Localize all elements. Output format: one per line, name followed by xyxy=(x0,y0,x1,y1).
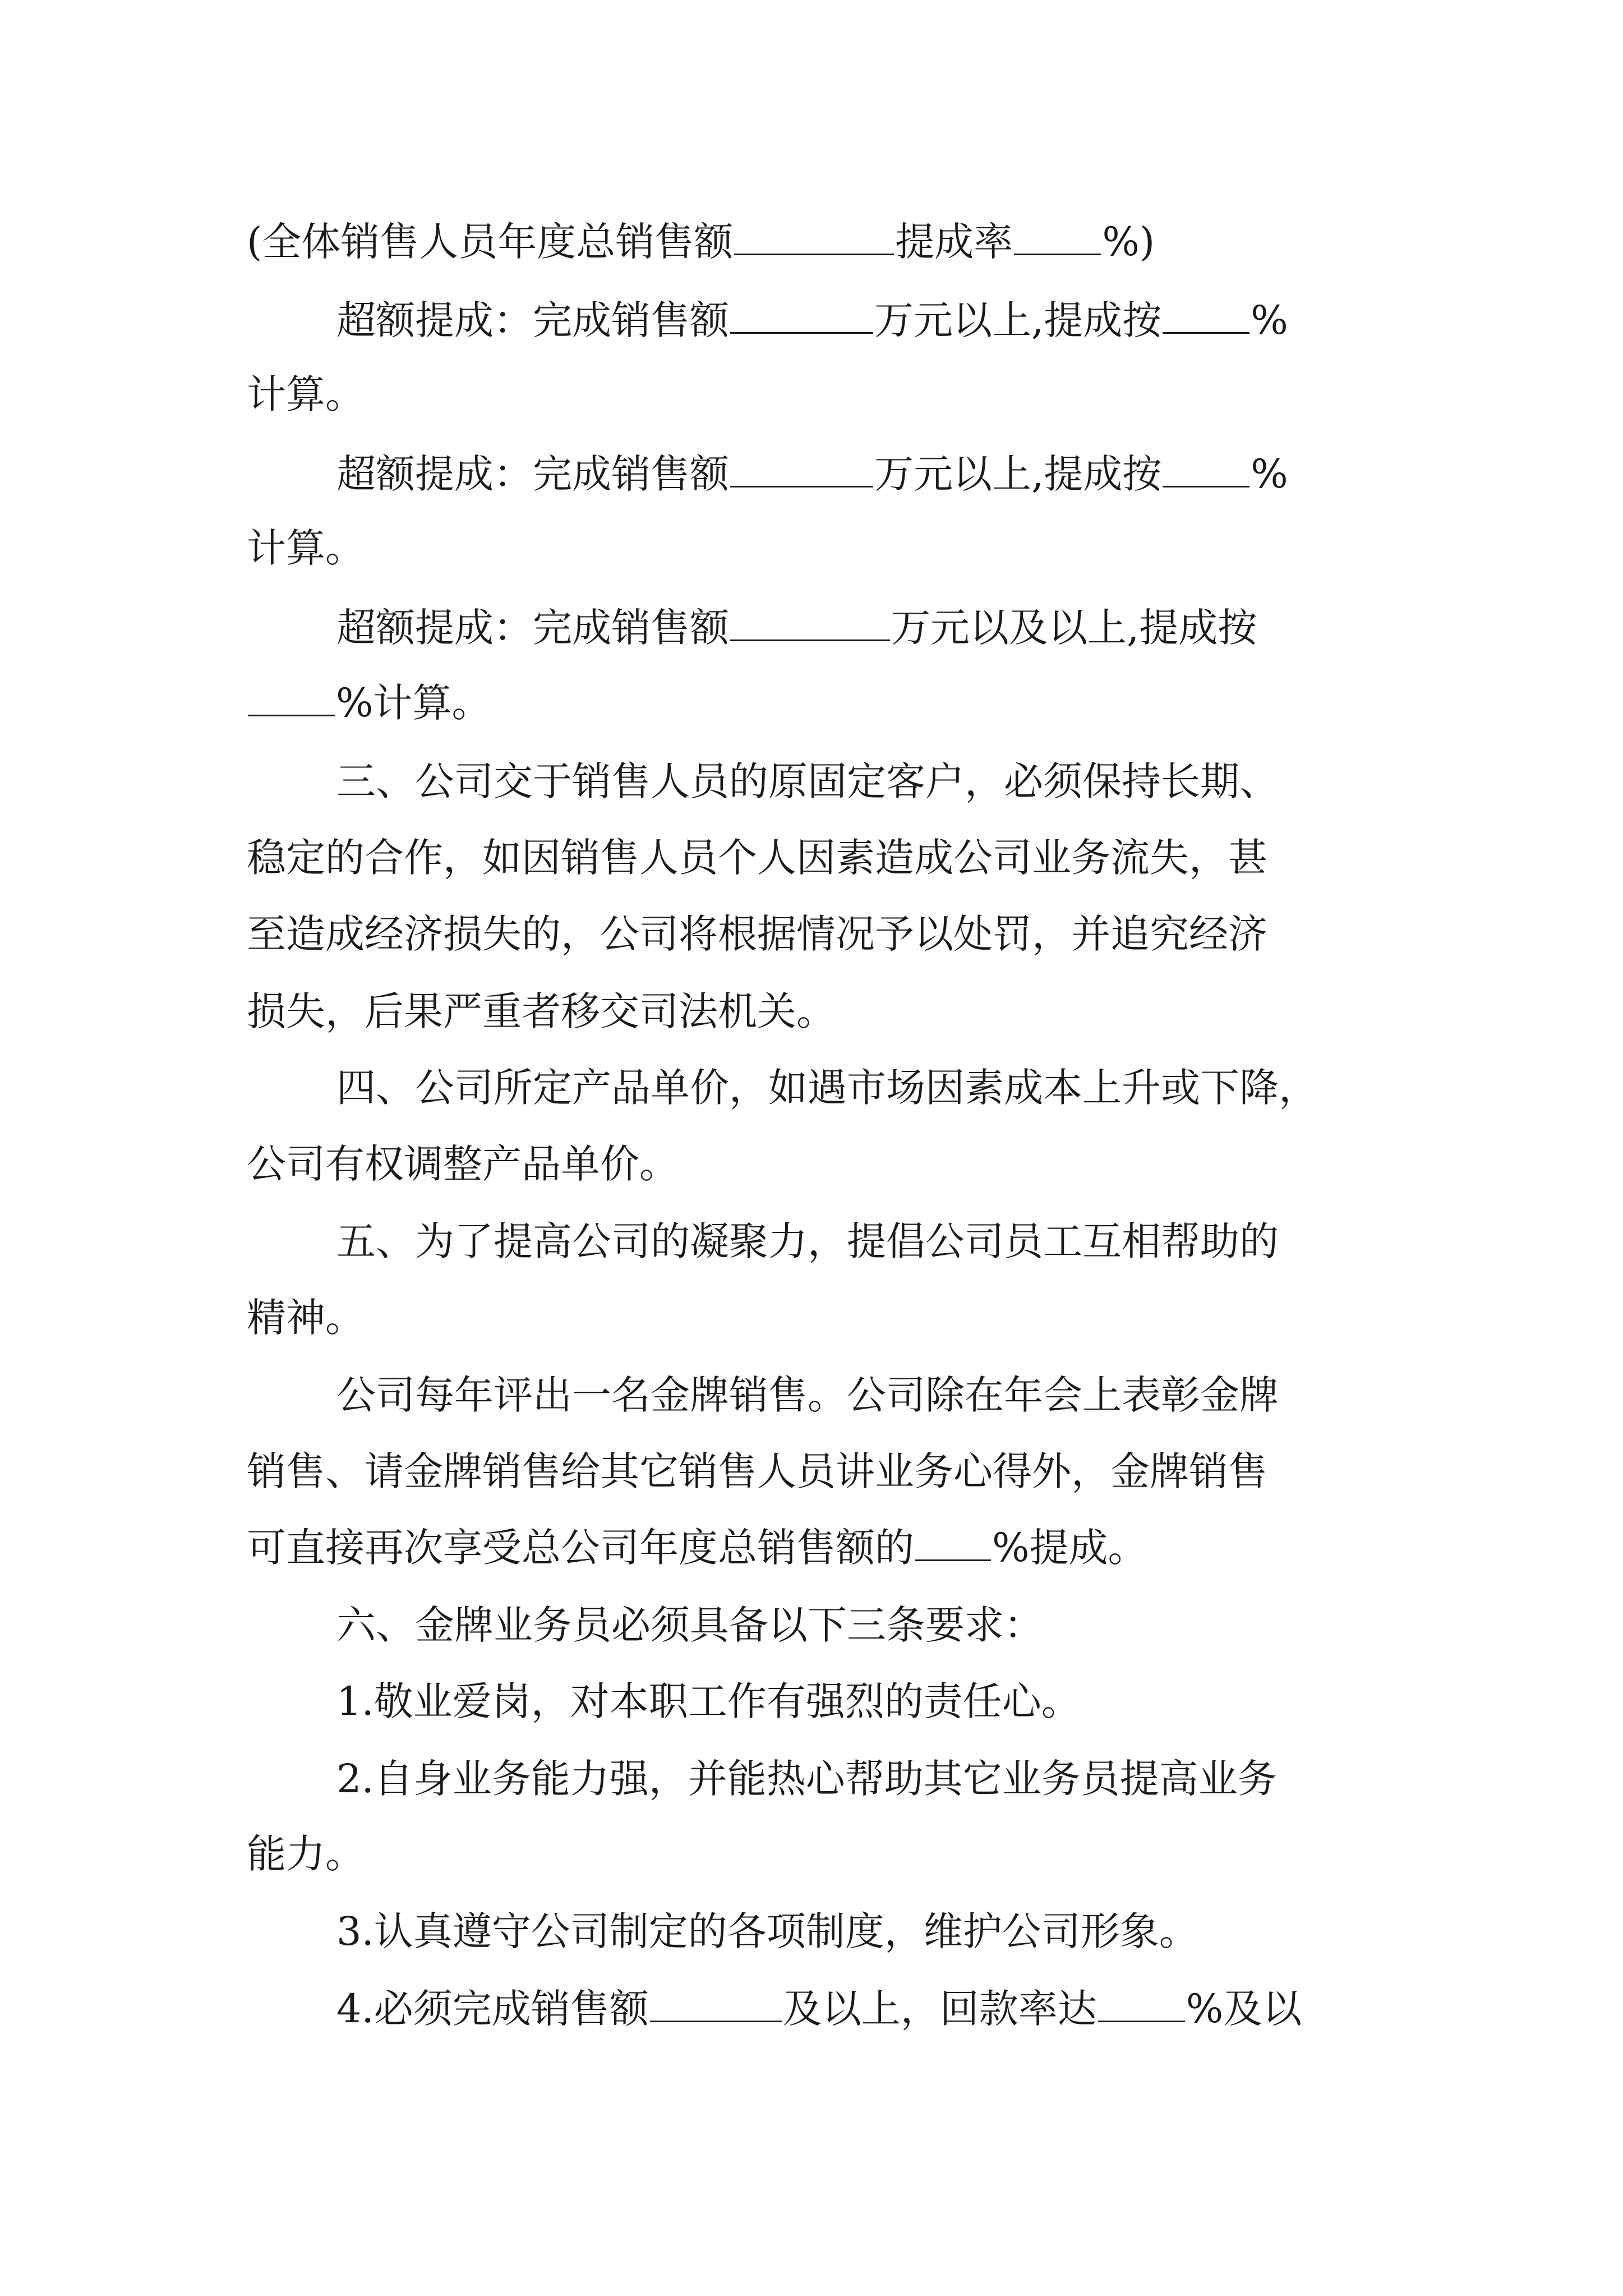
blank-underline xyxy=(1098,1999,1185,2023)
text-segment: 超额提成：完成销售额 xyxy=(336,605,729,651)
text-line: 1.敬业爱岗，对本职工作有强烈的责任心。 xyxy=(336,1678,1081,1724)
blank-underline xyxy=(730,464,873,488)
text-line: 2.自身业务能力强，并能热心帮助其它业务员提高业务 xyxy=(336,1756,1277,1802)
text-segment: 万元以上,提成按 xyxy=(874,297,1162,343)
text-line xyxy=(247,1525,1147,1571)
blank-underline xyxy=(734,232,894,256)
blank-underline xyxy=(915,1538,991,1562)
text-line xyxy=(247,451,1288,497)
blank-underline xyxy=(1014,232,1101,256)
blank-underline xyxy=(730,311,873,334)
text-line: 计算。 xyxy=(247,371,365,417)
text-line: 损失，后果严重者移交司法机关。 xyxy=(247,988,836,1034)
blank-underline xyxy=(650,1999,782,2023)
text-segment: 及以上，回款率达 xyxy=(782,1986,1097,2032)
text-line xyxy=(247,680,491,726)
text-line: 至造成经济损失的，公司将根据情况予以处罚，并追究经济 xyxy=(247,911,1267,957)
text-line: 四、公司所定产品单价，如遇市场因素成本上升或下降， xyxy=(336,1065,1318,1111)
blank-underline xyxy=(1163,464,1249,488)
text-line: 五、为了提高公司的凝聚力，提倡公司员工互相帮助的 xyxy=(336,1218,1279,1264)
text-segment: % xyxy=(1251,451,1288,497)
text-segment: %) xyxy=(1102,219,1155,265)
blank-underline xyxy=(248,693,335,717)
text-line: 精神。 xyxy=(247,1295,365,1341)
text-segment: 超额提成：完成销售额 xyxy=(336,451,729,497)
text-segment: 万元以上,提成按 xyxy=(874,451,1162,497)
text-segment: 提成率 xyxy=(895,219,1013,265)
text-segment: 超额提成：完成销售额 xyxy=(336,297,729,343)
text-line: 能力。 xyxy=(247,1831,365,1877)
text-segment: %及以 xyxy=(1186,1986,1302,2032)
text-segment: %提成。 xyxy=(992,1525,1147,1571)
blank-underline xyxy=(1163,311,1249,334)
text-line xyxy=(247,297,1288,343)
text-segment: % xyxy=(1251,297,1288,343)
text-segment: 可直接再次享受总公司年度总销售额的 xyxy=(247,1525,914,1571)
blank-underline xyxy=(730,618,890,642)
text-line: 3.认真遵守公司制定的各项制度，维护公司形象。 xyxy=(336,1908,1198,1954)
text-line: 公司每年评出一名金牌销售。公司除在年会上表彰金牌 xyxy=(336,1372,1279,1418)
text-line: 计算。 xyxy=(247,525,365,571)
text-line xyxy=(247,605,1257,651)
text-line: 公司有权调整产品单价。 xyxy=(247,1141,679,1187)
text-segment: 万元以及以上,提成按 xyxy=(891,605,1257,651)
text-line xyxy=(247,1986,1302,2032)
text-line: 三、公司交于销售人员的原固定客户，必须保持长期、 xyxy=(336,758,1279,804)
text-line: 销售、请金牌销售给其它销售人员讲业务心得外，金牌销售 xyxy=(247,1448,1267,1494)
text-segment: %计算。 xyxy=(336,680,491,726)
text-line: 稳定的合作，如因销售人员个人因素造成公司业务流失，甚 xyxy=(247,835,1267,881)
text-line xyxy=(247,219,1155,265)
text-segment: (全体销售人员年度总销售额 xyxy=(247,219,734,265)
text-segment: 4.必须完成销售额 xyxy=(336,1986,649,2032)
text-line: 六、金牌业务员必须具备以下三条要求： xyxy=(336,1602,1043,1648)
